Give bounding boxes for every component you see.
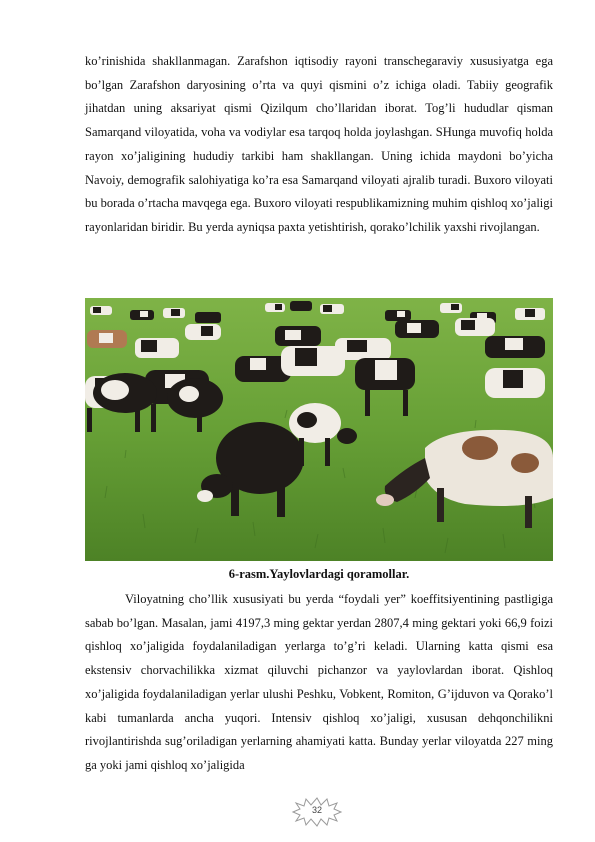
paragraph-1: ko’rinishida shakllanmagan. Zarafshon iqtisodiy rayoni transchegaraviy xususiyatga ega bo’lgan Zarafshon daryosining o’rta va quyi qismini o’z ichiga oladi. Tabiiy geografik jihatdan uning aksariyat qismi Qizilqum cho’llaridan iborat. Tog’li hududlar qisman Samarqand viloyatida, voha va vodiylar esa tarqoq holda joylashgan. SHunga muvofiq holda rayon xo’jaligining hududiy tarkibi ham shakllangan. Uning ichida maydoni bo’yicha Navoiy, demografik salohiyatiga ko’ra esa Samarqand viloyati ajralib turadi. Buxoro viloyati bu borada o’rtacha mavqega ega. Buxoro viloyati respublikamizning muhim qishloq xo’jaligi rayonlaridan biridir. Bu yerda ayniqsa paxta yetishtirish, qorako’lchilik yaxshi rivojlangan. (85, 54, 553, 234)
cows-pasture-photo (85, 298, 553, 561)
paragraph-2: Viloyatning cho’llik xususiyati bu yerda “foydali yer” koeffitsiyentining pastligiga sabab bo’lgan. Masalan, jami 4197,3 ming gektar yerdan 2807,4 ming gektari yoki 66,9 foizi qishloq xo’jaligida foydalaniladigan yerlarga to’g’ri keladi. Ularning katta qismi esa ekstensiv chorvachilikka xizmat qiluvchi pichanzor va yaylovlardan iborat. Qishloq xo’jaligida foydalaniladigan yerlar ulushi Peshku, Vobkent, Romiton, G’ijduvon va Qorako’l kabi tumanlarda ancha yuqori. Intensiv qishloq xo’jaligi, xususan dehqonchilikni rivojlantirishda sug’oriladigan yerlarning ahamiyati katta. Bunday yerlar viloyatda 227 ming ga yoki jami qishloq xo’jaligida (85, 592, 553, 772)
figure-caption: 6-rasm.Yaylovlardagi qoramollar. (228, 567, 410, 581)
page-number-badge (288, 797, 346, 827)
page-number: 32 (311, 805, 322, 815)
